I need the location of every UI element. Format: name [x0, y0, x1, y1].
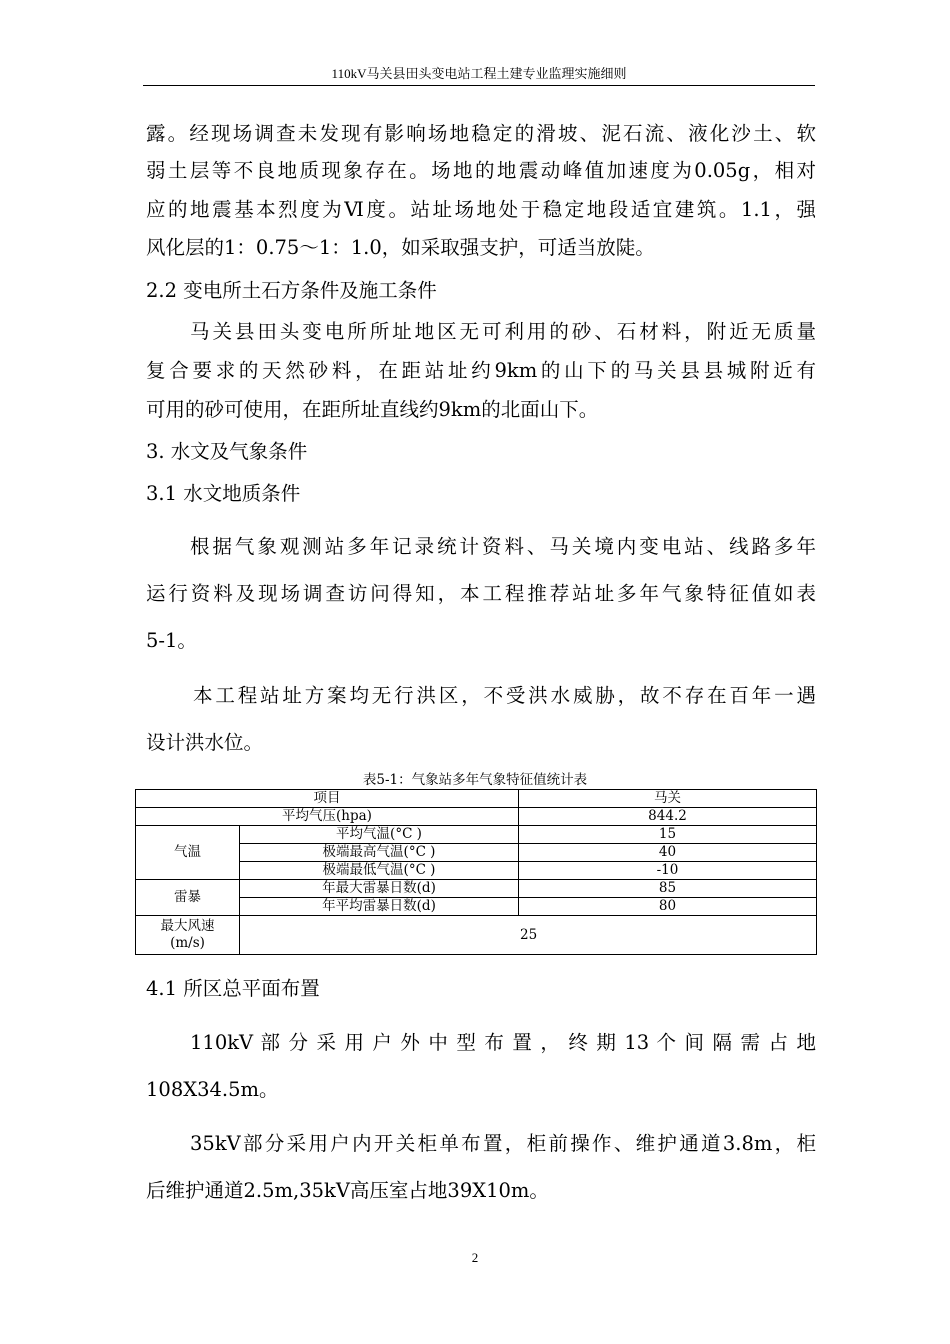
section-heading-2-2: 2.2 变电所土石方条件及施工条件 — [146, 279, 437, 302]
body-text-line: 根据气象观测站多年记录统计资料、马关境内变电站、线路多年 — [190, 535, 816, 558]
table-caption: 表5-1：气象站多年气象特征值统计表 — [362, 772, 588, 788]
table-cell: 40 — [519, 844, 817, 862]
body-text-line: 本工程站址方案均无行洪区，不受洪水威胁，故不存在百年一遇 — [193, 684, 816, 707]
table-cell: 平均气温(°C ) — [240, 826, 519, 844]
table-cell: 15 — [519, 826, 817, 844]
wind-label-line-2: (m/s) — [170, 935, 205, 951]
table-cell: 25 — [240, 916, 817, 955]
table-header-value: 马关 — [519, 790, 817, 808]
section-heading-3: 3. 水文及气象条件 — [146, 440, 308, 463]
page-number: 2 — [471, 1250, 479, 1265]
table-cell: 极端最低气温(°C ) — [240, 862, 519, 880]
table-cell: -10 — [519, 862, 817, 880]
weather-stats-table — [135, 789, 817, 955]
body-text-line: 马关县田头变电所所址地区无可利用的砂、石材料，附近无质量 — [190, 320, 816, 343]
body-text-line: 5-1。 — [146, 629, 197, 652]
page-header: 110kV马关县田头变电站工程土建专业监理实施细则 — [143, 66, 815, 86]
wind-label-line-1: 最大风速 — [160, 918, 215, 934]
body-text-line: 108X34.5m。 — [146, 1078, 279, 1101]
section-heading-3-1: 3.1 水文地质条件 — [146, 482, 301, 505]
body-text-line: 露。经现场调查未发现有影响场地稳定的滑坡、泥石流、液化沙土、软 — [146, 122, 816, 145]
table-header-item: 项目 — [136, 790, 519, 808]
table-cell: 85 — [519, 880, 817, 898]
table-cell: 年平均雷暴日数(d) — [240, 898, 519, 916]
table-row — [136, 916, 817, 955]
table-cell: 极端最高气温(°C ) — [240, 844, 519, 862]
body-text-line: 可用的砂可使用，在距所址直线约9km的北面山下。 — [146, 398, 599, 421]
body-text-line: 110kV 部 分 采 用 户 外 中 型 布 置 ， 终 期 13 个 间 隔 需 占 地 — [190, 1031, 816, 1054]
body-text-line: 后维护通道2.5m,35kV高压室占地39X10m。 — [146, 1179, 549, 1202]
table-row — [136, 880, 817, 898]
body-text-line: 风化层的1：0.75～1：1.0，如采取强支护，可适当放陡。 — [146, 236, 655, 259]
table-group-label: 雷暴 — [136, 880, 240, 916]
table-group-label: 气温 — [136, 826, 240, 880]
table-cell-wind-label — [136, 916, 240, 955]
section-heading-4-1: 4.1 所区总平面布置 — [146, 977, 320, 1000]
body-text-line: 35kV部分采用户内开关柜单布置，柜前操作、维护通道3.8m，柜 — [190, 1132, 816, 1155]
body-text-line: 弱土层等不良地质现象存在。场地的地震动峰值加速度为0.05g，相对 — [146, 159, 816, 182]
table-cell: 844.2 — [519, 808, 817, 826]
body-text-line: 复合要求的天然砂料，在距站址约9km的山下的马关县县城附近有 — [146, 359, 816, 382]
table-row — [136, 826, 817, 844]
table-cell: 年最大雷暴日数(d) — [240, 880, 519, 898]
body-text-line: 运行资料及现场调查访问得知，本工程推荐站址多年气象特征值如表 — [146, 582, 816, 605]
table-cell: 平均气压(hpa) — [136, 808, 519, 826]
table-row — [136, 808, 817, 826]
body-text-line: 设计洪水位。 — [146, 731, 264, 754]
body-text-line: 应的地震基本烈度为Ⅵ度。站址场地处于稳定地段适宜建筑。1.1，强 — [146, 198, 816, 221]
table-row — [136, 790, 817, 808]
table-cell: 80 — [519, 898, 817, 916]
